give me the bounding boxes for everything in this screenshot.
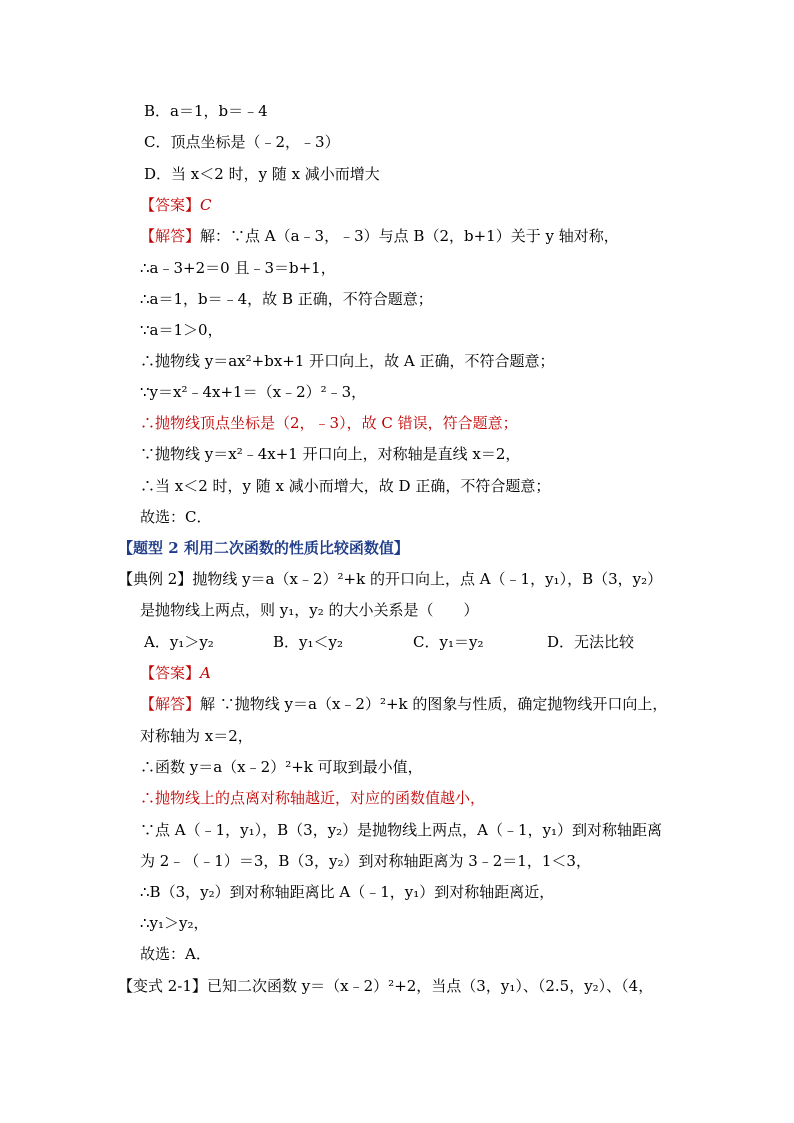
example-label: 【典例 2】 [118,570,193,588]
solution-2-line: ∴y₁＞y₂， [140,914,209,932]
answer-value: C [200,196,212,214]
option-d-line: D．当 x＜2 时，y 随 x 减小而增大 [144,165,380,183]
solution-1-line: ∴a﹣3+2＝0 且﹣3＝b+1， [140,259,336,277]
solution-2-line: ∵点 A（﹣1，y₁），B（3，y₂）是抛物线上两点，A（﹣1，y₁）到对称轴距离 [140,821,663,839]
solution-2-line: ∴抛物线上的点离对称轴越近，对应的函数值越小， [140,789,486,807]
solution-2-line: ∴函数 y＝a（x﹣2）²+k 可取到最小值， [140,758,423,776]
solution-1-line: ∵y＝x²﹣4x+1＝（x﹣2）²﹣3， [140,383,367,401]
solution-1-line: ∵抛物线 y＝x²﹣4x+1 开口向上，对称轴是直线 x＝2， [140,445,521,463]
solution-text: 解 ∵抛物线 y＝a（x﹣2）²+k 的图象与性质，确定抛物线开口向上， [200,695,668,713]
solution-2-line: ∴B（3，y₂）到对称轴距离比 A（﹣1，y₁）到对称轴距离近， [140,883,555,901]
choice-1: 故选：C． [140,508,212,526]
solution-1-line: ∴a＝1，b＝﹣4，故 B 正确，不符合题意； [140,290,433,308]
solution-2-first [140,694,667,714]
solution-label: 【解答】 [140,695,201,713]
answer-2 [140,663,211,683]
solution-text: 解：∵点 A（a﹣3，﹣3）与点 B（2，b+1）关于 y 轴对称， [200,227,619,245]
solution-1-line: ∵a＝1＞0， [140,321,223,339]
solution-1-line: ∴当 x＜2 时，y 随 x 减小而增大，故 D 正确，不符合题意； [140,477,551,495]
option-a: A．y₁＞y₂ [144,633,214,651]
answer-1 [140,195,212,215]
variant-2-1 [118,976,653,996]
option-d: D．无法比较 [547,633,635,651]
solution-2-line: 对称轴为 x＝2， [140,727,253,745]
option-c-line: C．顶点坐标是（﹣2，﹣3） [144,133,340,151]
answer-label: 【答案】 [140,196,201,214]
solution-label: 【解答】 [140,227,201,245]
option-c: C．y₁＝y₂ [413,633,484,651]
example-2-line2: 是抛物线上两点，则 y₁，y₂ 的大小关系是（ ） [140,601,479,619]
variant-label: 【变式 2-1】 [118,977,207,995]
solution-1-first [140,226,619,246]
solution-1-line: ∴抛物线 y＝ax²+bx+1 开口向上，故 A 正确，不符合题意； [140,352,555,370]
solution-2-line: 为 2﹣（﹣1）＝3，B（3，y₂）到对称轴距离为 3﹣2＝1，1＜3， [140,852,591,870]
choice-2: 故选：A． [140,945,211,963]
solution-1-line: ∴抛物线顶点坐标是（2，﹣3），故 C 错误，符合题意； [140,414,518,432]
answer-label: 【答案】 [140,664,201,682]
option-b: B．y₁＜y₂ [273,633,343,651]
example-2-line1 [118,569,662,589]
example-text: 抛物线 y＝a（x﹣2）²+k 的开口向上，点 A（﹣1，y₁），B（3，y₂） [192,570,663,588]
answer-value: A [200,664,211,682]
section-title: 【题型 2 利用二次函数的性质比较函数值】 [118,539,409,557]
option-b-line: B．a＝1，b＝﹣4 [144,102,268,120]
variant-text: 已知二次函数 y＝（x﹣2）²+2，当点（3，y₁）、（2.5，y₂）、（4， [206,977,654,995]
